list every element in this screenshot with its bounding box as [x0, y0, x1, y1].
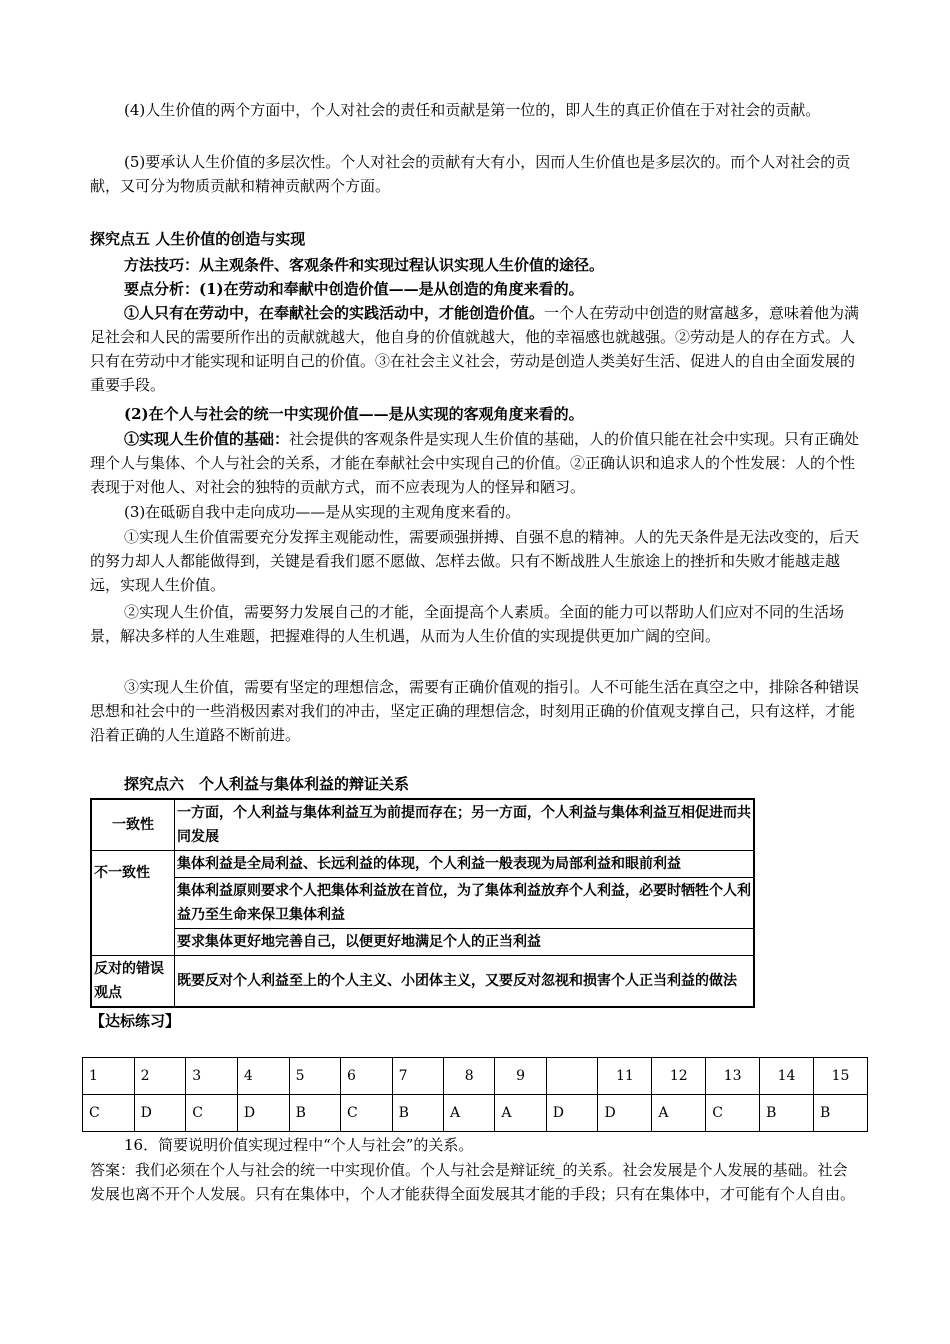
self-paragraph-3: ③实现人生价值，需要有坚定的理想信念，需要有正确价值观的指引。人不可能生活在真空之中，排除各种错误思想和社会中的一些消极因素对我们的冲击，坚定正确的理想信念，时刻用正确的价值观支撑自己，只有这样，才能沿着正确的人生道路不断前进。: [90, 678, 860, 744]
answer-cell: B: [289, 1095, 340, 1132]
answer-cell: D: [546, 1095, 598, 1132]
question-number-cell: 7: [392, 1058, 443, 1095]
question-number-cell: 5: [289, 1058, 340, 1095]
self-paragraph-1: ①实现人生价值需要充分发挥主观能动性，需要顽强拼搏、自强不息的精神。人的先天条件是无法改变的，后天的努力却人人都能做得到，关键是看我们愿不愿做、怎样去做。只有不断战胜人生旅途上的挫折和失败才能越走越远，实现人生价值。: [90, 528, 860, 594]
row-text-inconsistency-a: 集体利益是全局利益、长远利益的体现，个人利益一般表现为局部利益和眼前利益: [175, 851, 755, 878]
question-number-cell: 1: [83, 1058, 135, 1095]
row-label-consistency: 一致性: [91, 799, 175, 851]
question-number-cell: 15: [813, 1058, 867, 1095]
answer-cell: B: [813, 1095, 867, 1132]
answer-cell: B: [392, 1095, 443, 1132]
table-row: [91, 878, 754, 929]
answer-cell: B: [760, 1095, 814, 1132]
question-number-cell: 3: [186, 1058, 238, 1095]
answer-cell: D: [134, 1095, 186, 1132]
realization-body: 社会提供的客观条件是实现人生价值的基础，人的价值只能在社会中实现。只有正确处理个人与集体、个人与社会的关系，才能在奉献社会中实现自己的价值。②正确认识和追求人的个性发展：人的个性表现于对他人、对社会的独特的贡献方式，而不应表现为人的怪异和陋习。: [90, 430, 860, 496]
answer-cell: A: [495, 1095, 546, 1132]
question-number-cell: 9: [495, 1058, 546, 1095]
method-tip: 方法技巧：从主观条件、客观条件和实现过程认识实现人生价值的途径。: [124, 256, 605, 274]
realization-heading: (2)在个人与社会的统一中实现价值——是从实现的客观角度来看的。: [124, 405, 584, 423]
answer-cell: D: [598, 1095, 652, 1132]
answer-table: [82, 1057, 868, 1132]
question-number-cell: 11: [598, 1058, 652, 1095]
interest-relation-table: [90, 798, 755, 1008]
question-16: 16．简要说明价值实现过程中“个人与社会”的关系。: [124, 1136, 474, 1154]
answer-cell: C: [83, 1095, 135, 1132]
question-number-cell: 2: [134, 1058, 186, 1095]
question-number-cell: 4: [237, 1058, 289, 1095]
key-analysis: 要点分析：(1)在劳动和奉献中创造价值——是从创造的角度来看的。: [124, 280, 584, 298]
question-number-cell: [546, 1058, 598, 1095]
table-row: [91, 956, 754, 1008]
answer-cell: C: [186, 1095, 238, 1132]
self-paragraph-2: ②实现人生价值，需要努力发展自己的才能，全面提高个人素质。全面的能力可以帮助人们应对不同的生活场景，解决多样的人生难题，把握难得的人生机遇，从而为人生价值的实现提供更加广阔的空间。: [90, 603, 845, 645]
answer-cell: C: [341, 1095, 393, 1132]
question-number-cell: 6: [341, 1058, 393, 1095]
answer-cell: D: [237, 1095, 289, 1132]
answer-cell: A: [652, 1095, 706, 1132]
row-label-wrong-views: 反对的错误观点: [91, 956, 175, 1008]
question-number-cell: 12: [652, 1058, 706, 1095]
creation-body: 一个人在劳动中创造的财富越多，意味着他为满足社会和人民的需要所作出的贡献就越大，他自身的价值就越大，他的幸福感也就越强。②劳动是人的存在方式。人只有在劳动中才能实现和证明自己的价值。③在社会主义社会，劳动是创造人类美好生活、促进人的自由全面发展的重要手段。: [90, 304, 860, 394]
answer-16: 答案：我们必须在个人与社会的统一中实现价值。个人与社会是辩证统_的关系。社会发展是个人发展的基础。社会发展也离不开个人发展。只有在集体中，个人才能获得全面发展其才能的手段；只有在集体中，才可能有个人自由。: [90, 1161, 856, 1203]
section-5-title: 探究点五 人生价值的创造与实现: [90, 230, 306, 248]
practice-title: 【达标练习】: [90, 1012, 181, 1030]
realization-lead: ①实现人生价值的基础：: [124, 430, 290, 448]
table-row: [91, 851, 754, 878]
realization-paragraph: [90, 427, 860, 499]
answer-row: [83, 1095, 868, 1132]
row-text-wrong-views: 既要反对个人利益至上的个人主义、小团体主义，又要反对忽视和损害个人正当利益的做法: [175, 956, 755, 1008]
paragraph-4: (4)人生价值的两个方面中，个人对社会的责任和贡献是第一位的，即人生的真正价值在于对社会的贡献。: [124, 101, 821, 119]
question-number-row: [83, 1058, 868, 1095]
row-text-inconsistency-c: 要求集体更好地完善自己，以便更好地满足个人的正当利益: [175, 929, 755, 956]
question-number-cell: 14: [760, 1058, 814, 1095]
creation-paragraph: [90, 301, 860, 397]
table-row: [91, 929, 754, 956]
paragraph-5: (5)要承认人生价值的多层次性。个人对社会的贡献有大有小，因而人生价值也是多层次的。而个人对社会的贡献，又可分为物质贡献和精神贡献两个方面。: [90, 153, 851, 195]
row-text-consistency: 一方面，个人利益与集体利益互为前提而存在；另一方面，个人利益与集体利益互相促进而共同发展: [175, 799, 755, 851]
answer-cell: A: [444, 1095, 495, 1132]
self-heading: (3)在砥砺自我中走向成功——是从实现的主观角度来看的。: [124, 503, 521, 521]
row-label-inconsistency: 不一致性: [91, 851, 175, 956]
question-number-cell: 13: [706, 1058, 760, 1095]
creation-lead: ①人只有在劳动中，在奉献社会的实践活动中，才能创造价值。: [124, 304, 545, 322]
answer-cell: C: [706, 1095, 760, 1132]
table-row: [91, 799, 754, 851]
section-6-title: 探究点六 个人利益与集体利益的辩证关系: [124, 775, 410, 793]
row-text-inconsistency-b: 集体利益原则要求个人把集体利益放在首位，为了集体利益放弃个人利益，必要时牺牲个人利益乃至生命来保卫集体利益: [175, 878, 755, 929]
question-number-cell: 8: [444, 1058, 495, 1095]
